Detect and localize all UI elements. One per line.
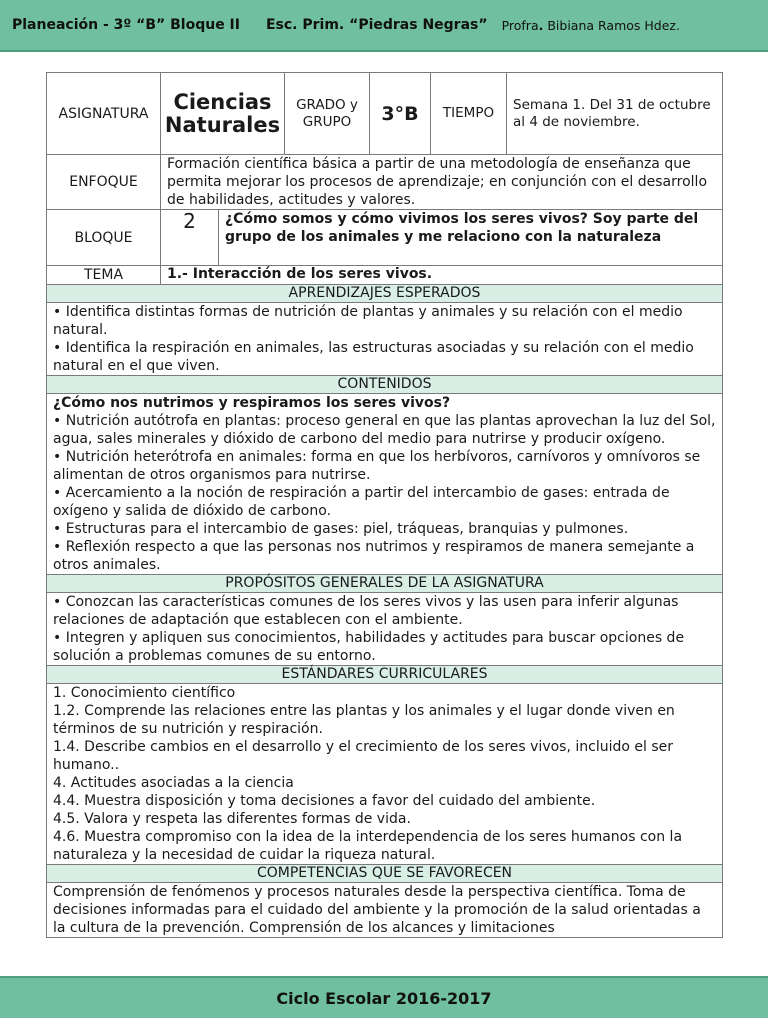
- bloque-title: ¿Cómo somos y cómo vivimos los seres vivos? Soy parte del grupo de los animales y me relaciono con la naturaleza: [219, 210, 723, 266]
- header-teacher-label: Profra: [501, 17, 539, 33]
- estandares-body: [47, 684, 723, 865]
- contenido-item: • Estructuras para el intercambio de gases: piel, tráqueas, branquias y pulmones.: [53, 521, 629, 537]
- propositos-heading: PROPÓSITOS GENERALES DE LA ASIGNATURA: [47, 575, 723, 593]
- footer-ciclo: Ciclo Escolar 2016-2017: [276, 988, 492, 1008]
- grado-label: GRADO y GRUPO: [285, 73, 370, 155]
- header-teacher-name: Bibiana Ramos Hdez.: [543, 17, 680, 33]
- tema-label: TEMA: [47, 266, 161, 285]
- estandar-item: 1.2. Comprende las relaciones entre las plantas y los animales y el lugar donde viven en términos de su nutrición y respiración.: [53, 703, 675, 737]
- asignatura-label: ASIGNATURA: [47, 73, 161, 155]
- estandares-heading: ESTÁNDARES CURRICULARES: [47, 666, 723, 684]
- estandar-item: 4.4. Muestra disposición y toma decisiones a favor del cuidado del ambiente.: [53, 793, 596, 809]
- competencias-heading: COMPETENCIAS QUE SE FAVORECEN: [47, 865, 723, 883]
- tiempo-label: TIEMPO: [431, 73, 507, 155]
- contenidos-heading: CONTENIDOS: [47, 376, 723, 394]
- page-header: [0, 0, 768, 52]
- aprendizaje-item: • Identifica distintas formas de nutrición de plantas y animales y su relación con el medio natural.: [53, 304, 683, 338]
- proposito-item: • Integren y apliquen sus conocimientos, habilidades y actitudes para buscar opciones de solución a problemas comunes de su entorno.: [53, 630, 685, 664]
- estandar-item: 4.6. Muestra compromiso con la idea de la interdependencia de los seres humanos con la naturaleza y la necesidad de cuidar la riqueza natural.: [53, 829, 683, 863]
- competencias-body: Comprensión de fenómenos y procesos naturales desde la perspectiva científica. Toma de decisiones informadas para el cuidado del ambiente y la promoción de la salud orientadas a la cultura de la prevención. Comprensión de los alcances y limitaciones: [47, 883, 723, 938]
- estandar-item: 1. Conocimiento científico: [53, 685, 236, 701]
- tema-value: 1.- Interacción de los seres vivos.: [161, 266, 723, 285]
- header-teacher: [502, 18, 680, 33]
- aprendizajes-body: [47, 303, 723, 376]
- estandar-item: 1.4. Describe cambios en el desarrollo y el crecimiento de los seres vivos, incluido el ser humano..: [53, 739, 673, 773]
- aprendizaje-item: • Identifica la respiración en animales, las estructuras asociadas y su relación con el medio natural en el que viven.: [53, 340, 694, 374]
- page-footer: [0, 976, 768, 1018]
- contenidos-question: ¿Cómo nos nutrimos y respiramos los seres vivos?: [53, 395, 451, 411]
- header-planeacion: Planeación - 3º “B” Bloque II: [12, 17, 240, 33]
- bloque-number: 2: [161, 210, 219, 266]
- contenido-item: • Acercamiento a la noción de respiración a partir del intercambio de gases: entrada de oxígeno y salida de dióxido de carbono.: [53, 485, 670, 519]
- estandar-item: 4.5. Valora y respeta las diferentes formas de vida.: [53, 811, 411, 827]
- enfoque-label: ENFOQUE: [47, 155, 161, 210]
- proposito-item: • Conozcan las características comunes de los seres vivos y las usen para inferir algunas relaciones de adaptación que establecen con el ambiente.: [53, 594, 679, 628]
- enfoque-value: Formación científica básica a partir de una metodología de enseñanza que permita mejorar los procesos de aprendizaje; en conjunción con el desarrollo de habilidades, actitudes y valores.: [161, 155, 723, 210]
- tiempo-value: Semana 1. Del 31 de octubre al 4 de noviembre.: [507, 73, 723, 155]
- planning-table: [46, 72, 723, 938]
- header-school: Esc. Prim. “Piedras Negras”: [265, 17, 488, 33]
- grado-value: 3°B: [370, 73, 431, 155]
- aprendizajes-heading: APRENDIZAJES ESPERADOS: [47, 285, 723, 303]
- header-teacher-dot: .: [538, 17, 544, 33]
- contenido-item: • Nutrición autótrofa en plantas: proceso general en que las plantas aprovechan la luz del Sol, agua, sales minerales y dióxido de carbono del medio para nutrirse y producir oxígeno.: [53, 413, 716, 447]
- contenidos-body: [47, 394, 723, 575]
- propositos-body: [47, 593, 723, 666]
- contenido-item: • Reflexión respecto a que las personas nos nutrimos y respiramos de manera semejante a otros animales.: [53, 539, 695, 573]
- estandar-item: 4. Actitudes asociadas a la ciencia: [53, 775, 294, 791]
- contenido-item: • Nutrición heterótrofa en animales: forma en que los herbívoros, carnívoros y omnívoros se alimentan de otros organismos para nutrirse.: [53, 449, 701, 483]
- bloque-label: BLOQUE: [47, 210, 161, 266]
- asignatura-value: Ciencias Naturales: [161, 73, 285, 155]
